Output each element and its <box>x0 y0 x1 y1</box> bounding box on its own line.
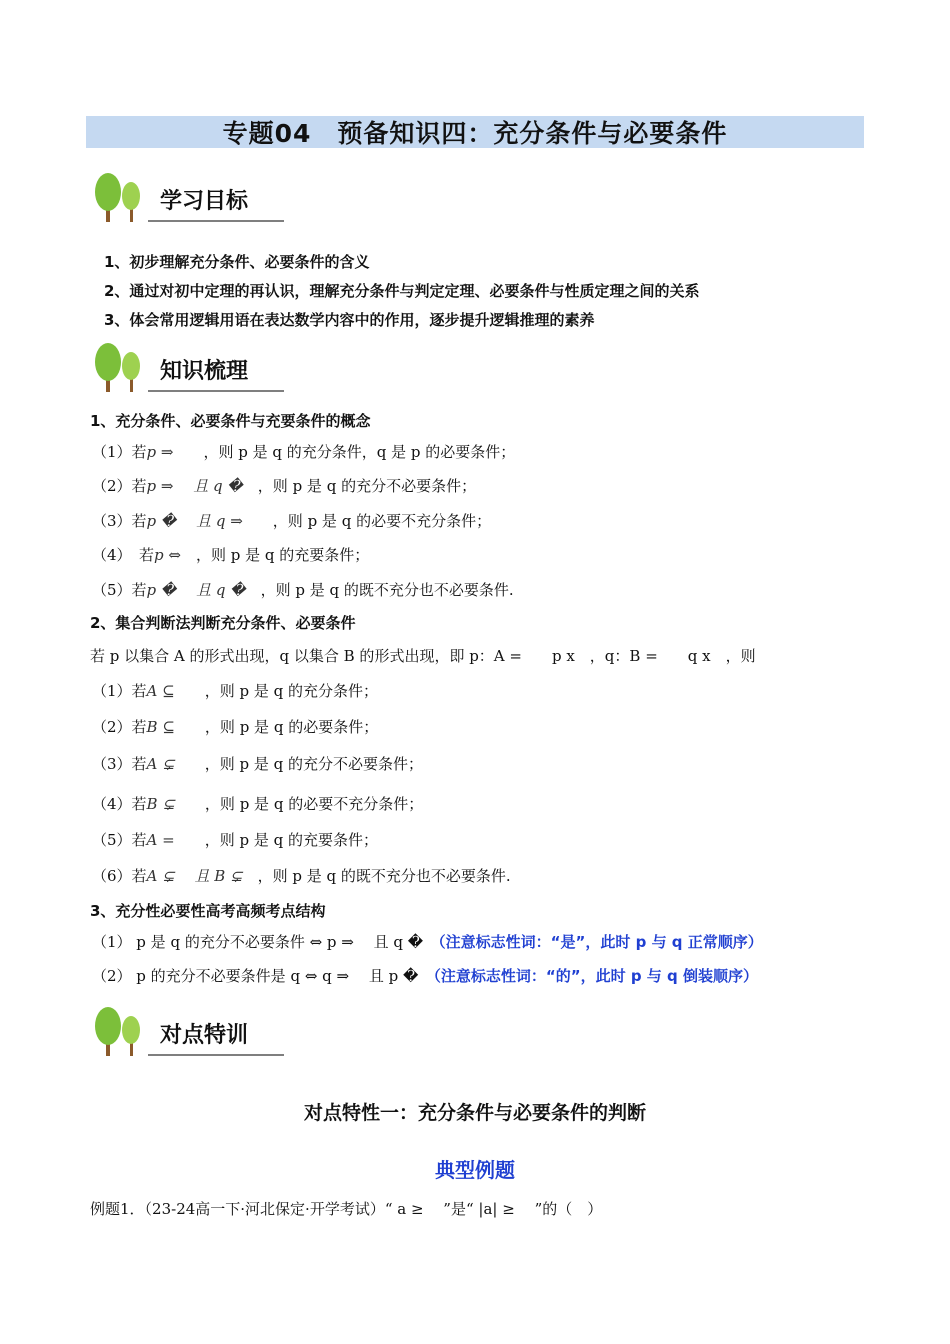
knowledge-heading-3: 3、充分性必要性高考高频考点结构 <box>90 902 326 920</box>
goal-item: 2、通过对初中定理的再认识，理解充分条件与判定定理、必要条件与性质定理之间的关系 <box>104 282 700 300</box>
section-label: 学习目标 <box>160 189 249 214</box>
typical-example-title: 典型例题 <box>435 1158 515 1182</box>
list-item: （2） p 的充分不必要条件是 q ⇔ q ⇒ 且 p � （注意标志性词：“的”，此时 p 与 q 倒装顺序） <box>92 967 758 985</box>
list-item: （3）若A ⊊ ，则 p 是 q 的充分不必要条件； <box>92 755 424 773</box>
section-label: 对点特训 <box>160 1023 249 1048</box>
list-item: （1）若p ⇒ ，则 p 是 q 的充分条件，q 是 p 的必要条件； <box>92 443 516 461</box>
knowledge-heading-1: 1、充分条件、必要条件与充要条件的概念 <box>90 412 371 430</box>
list-item: （4） 若p ⇔ ，则 p 是 q 的充要条件； <box>92 546 370 564</box>
list-item: （1） p 是 q 的充分不必要条件 ⇔ p ⇒ 且 q � （注意标志性词：“是”，此时 p 与 q 正常顺序） <box>92 933 763 951</box>
goal-item: 1、初步理解充分条件、必要条件的含义 <box>104 253 370 271</box>
knowledge-intro: 若 p 以集合 A 的形式出现，q 以集合 B 的形式出现，即 p：A = p x ，q：B = q x ，则 <box>90 647 756 665</box>
page-title: 专题04 预备知识四：充分条件与必要条件 <box>86 116 864 148</box>
section-underline <box>148 390 284 392</box>
list-item: （3）若p � 且 q ⇒ ，则 p 是 q 的必要不充分条件； <box>92 512 492 530</box>
tree-icon <box>88 1006 150 1058</box>
list-item: （4）若B ⊊ ，则 p 是 q 的必要不充分条件； <box>92 795 424 813</box>
knowledge-heading-2: 2、集合判断法判断充分条件、必要条件 <box>90 614 356 632</box>
section-header-knowledge <box>88 342 288 394</box>
section-underline <box>148 220 284 222</box>
section-label: 知识梳理 <box>160 359 249 384</box>
list-item: （2）若p ⇒ 且 q � ，则 p 是 q 的充分不必要条件； <box>92 477 477 495</box>
section-underline <box>148 1054 284 1056</box>
tree-icon <box>88 342 150 394</box>
topic-title: 对点特性一：充分条件与必要条件的判断 <box>303 1102 646 1124</box>
tree-icon <box>88 172 150 224</box>
section-header-training <box>88 1006 288 1058</box>
list-item: （2）若B ⊆ ，则 p 是 q 的必要条件； <box>92 718 379 736</box>
goal-item: 3、体会常用逻辑用语在表达数学内容中的作用，逐步提升逻辑推理的素养 <box>104 311 595 329</box>
section-header-goals <box>88 172 288 224</box>
list-item: （5）若p � 且 q � ，则 p 是 q 的既不充分也不必要条件. <box>92 581 514 599</box>
example-question: 例题1．（23-24高一下·河北保定·开学考试）“ a ≥ ”是“ |a| ≥ ”的（ ） <box>90 1200 603 1218</box>
list-item: （1）若A ⊆ ，则 p 是 q 的充分条件； <box>92 682 379 700</box>
list-item: （5）若A = ，则 p 是 q 的充要条件； <box>92 831 379 849</box>
list-item: （6）若A ⊊ 且 B ⊊ ，则 p 是 q 的既不充分也不必要条件. <box>92 867 511 885</box>
